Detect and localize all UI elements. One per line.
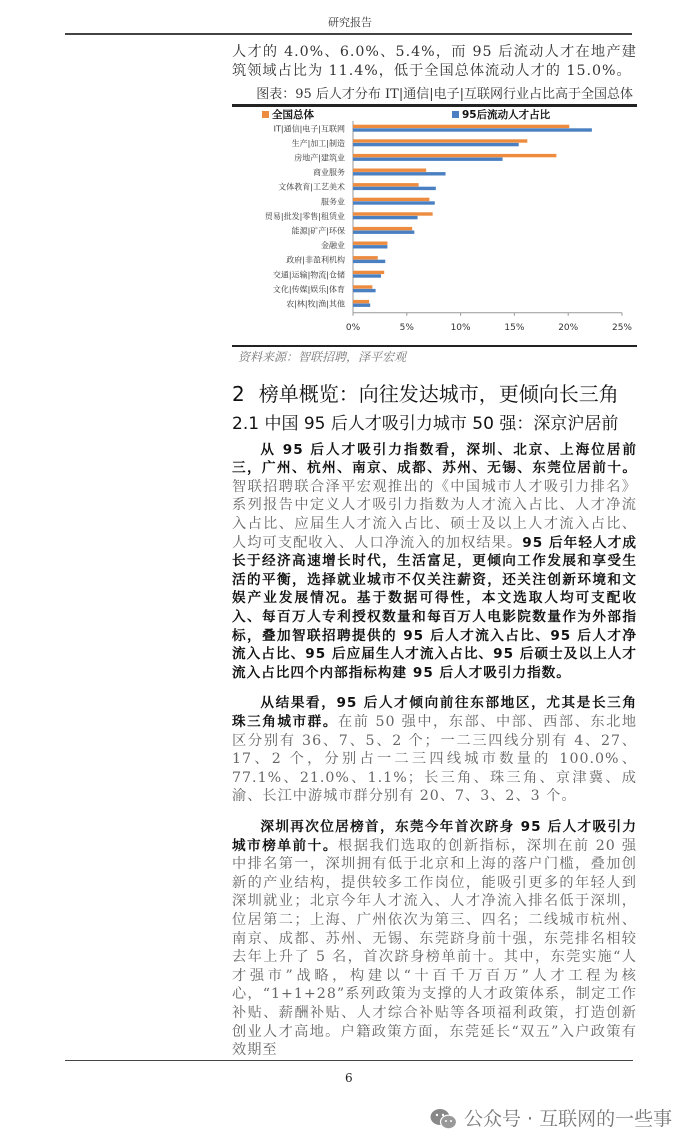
bar-national	[353, 154, 556, 157]
bar-chart	[232, 107, 636, 345]
legend-label: 95后流动人才占比	[462, 108, 551, 121]
header-divider	[65, 33, 632, 35]
x-tick-label: 20%	[558, 322, 579, 333]
bar-national	[353, 168, 426, 171]
paragraph-3	[232, 818, 637, 1060]
bar-national	[353, 197, 429, 200]
category-label: 农|林|牧|渔|其他	[286, 299, 345, 309]
paragraph-2	[232, 694, 637, 806]
watermark	[430, 1107, 672, 1131]
bar-95s	[353, 259, 385, 262]
paragraph-1	[232, 441, 637, 683]
category-label: 政府|非盈利机构	[286, 255, 345, 265]
bar-95s	[353, 289, 376, 292]
wechat-icon	[430, 1107, 458, 1131]
bar-national	[353, 241, 387, 244]
bar-national	[353, 227, 412, 230]
bar-95s	[353, 201, 435, 204]
section-title: 榜单概览：向往发达城市，更倾向长三角	[258, 381, 619, 406]
category-label: IT|通信|电子|互联网	[273, 123, 345, 133]
bar-national	[353, 300, 369, 303]
chart-legend	[262, 108, 551, 121]
x-tick-label: 25%	[611, 322, 633, 333]
bar-95s	[353, 274, 381, 277]
category-label: 文化|传媒|娱乐|体育	[272, 284, 345, 294]
bar-95s	[353, 230, 414, 233]
page-footer	[0, 1060, 700, 1143]
legend-label: 全国总体	[272, 108, 314, 121]
bar-national	[353, 285, 372, 288]
x-tick-label: 10%	[450, 322, 471, 333]
bar-95s	[353, 143, 519, 146]
bar-95s	[353, 216, 418, 219]
bar-national	[353, 212, 433, 215]
bar-national	[353, 256, 378, 259]
legend-swatch	[262, 111, 269, 118]
main-column	[232, 43, 637, 1060]
category-label: 金融业	[321, 240, 345, 250]
bold-text: 从 95 后人才吸引力指数看，深圳、北京、上海位居前三，广州、杭州、南京、成都、苏州、无锡、东莞位居前十。	[232, 441, 637, 477]
bold-text: 从结果看，95 后人才倾向前往东部地区，尤其是长三角珠三角城市群。	[232, 695, 637, 730]
footer-divider	[65, 1060, 633, 1062]
category-label: 文体教育|工艺美术	[278, 182, 345, 192]
bar-95s	[353, 245, 387, 248]
category-label: 房地产|建筑业	[294, 153, 345, 163]
watermark-text: 公众号 · 互联网的一些事	[464, 1107, 673, 1130]
legend-swatch	[452, 111, 459, 118]
bar-national	[353, 270, 384, 273]
bold-text: 深圳再次位居榜首，东莞今年首次跻身 95 后人才吸引力城市榜单前十。	[232, 818, 637, 854]
section-number: 2	[232, 381, 245, 406]
x-tick-label: 15%	[504, 322, 525, 333]
bar-95s	[353, 303, 370, 306]
category-label: 交通|运输|物流|仓储	[272, 269, 345, 279]
bar-95s	[353, 172, 446, 175]
figure-title: 图表：95 后人才分布 IT|通信|电子|互联网行业占比高于全国总体	[256, 87, 633, 103]
category-label: 贸易|批发|零售|租赁业	[264, 211, 345, 221]
running-header: 研究报告	[328, 16, 372, 29]
x-tick-label: 5%	[399, 322, 414, 333]
category-label: 商业服务	[313, 167, 345, 177]
figure-bottom-rule	[232, 345, 637, 347]
chart-bars	[265, 121, 633, 333]
bar-national	[353, 124, 569, 127]
intro-paragraph: 人才的 4.0%、6.0%、5.4%，而 95 后流动人才在地产建筑领域占比为 11.4%，低于全国总体流动人才的 15.0%。	[232, 44, 637, 79]
bar-95s	[353, 186, 436, 189]
bar-95s	[353, 128, 592, 131]
subsection-heading: 2.1 中国 95 后人才吸引力城市 50 强：深京沪居前	[232, 413, 619, 434]
bar-national	[353, 183, 419, 186]
body-text: 根据我们选取的创新指标，深圳在前 20 强中排名第一，深圳拥有低于北京和上海的落户门槛，叠加创新的产业结构，提供较多工作岗位，能吸引更多的年轻人到深圳就业；北京今年人才流入、人才净流入排名低于深圳，位居第二；上海、广州依次为第三、四名；二线城市杭州、南京、成都、苏州、无锡、东莞跻身前十强，东莞排名相较去年上升了 5 名，首次跻身榜单前十。其中，东莞实施“人才强市”战略，构建以“十百千万百万”人才工程为核心，“1+1+28”系列政策为支撑的人才政策体系，制定工作补贴、薪酬补贴、人才综合补贴等各项福利政策，打造创新创业人才高地。户籍政策方面，东莞延长“双五”入户政策有效期至	[232, 837, 638, 1059]
page-number: 6	[345, 1070, 353, 1085]
category-label: 服务业	[321, 196, 345, 206]
x-tick-label: 0%	[345, 322, 361, 333]
category-label: 生产|加工|制造	[291, 138, 345, 148]
category-label: 能源|矿产|环保	[291, 226, 345, 236]
body-text: 智联招聘联合泽平宏观推出的《中国城市人才吸引力排名》系列报告中定义人才吸引力指数为人才流入占比、人才净流入占比、应届生人才流入占比、硕士及以上人才流入占比、人均可支配收入、人口净流入的加权结果。	[232, 478, 637, 551]
bar-95s	[353, 157, 503, 160]
section-heading	[232, 381, 637, 407]
bar-national	[353, 139, 527, 142]
body-text: 在前 50 强中，东部、中部、西部、东北地区分别有 36、7、5、2 个；一二三四线分别有 4、27、17、2 个，分别占一二三四线城市数量的 100.0%、77.1%、21.0%、1.1%；长三角、珠三角、京津冀、成渝、长江中游城市群分别有 20、7、3、2、3 个。	[232, 714, 638, 805]
bold-text: 95 后年轻人才成长于经济高速增长时代，生活富足，更倾向工作发展和享受生活的平衡，选择就业城市不仅关注薪资，还关注创新环境和文娱产业发展情况。基于数据可得性，本文选取人均可支配收入、每百万人专利授权数量和每百万人电影院数量作为外部指标，叠加智联招聘提供的 95 后人才流入占比、95 后人才净流入占比、95 后应届生人才流入占比、95 后硕士及以上人才流入占比四个内部指标构建 95 后人才吸引力指数。	[232, 534, 637, 681]
figure-source: 资料来源：智联招聘，泽平宏观	[238, 349, 407, 364]
